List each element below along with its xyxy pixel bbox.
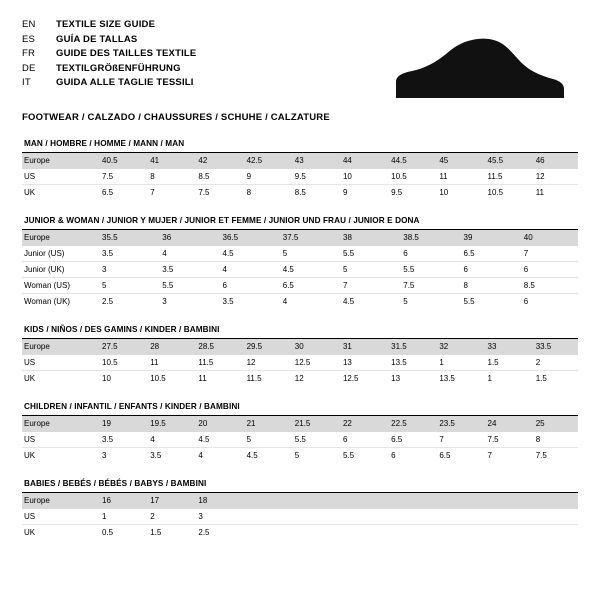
size-cell: 6 bbox=[397, 246, 457, 262]
language-row bbox=[22, 47, 196, 62]
size-cell: 8 bbox=[246, 188, 252, 197]
row-label: UK bbox=[24, 374, 36, 383]
table-row bbox=[22, 169, 578, 185]
size-cell: 11.5 bbox=[192, 355, 240, 371]
table-row bbox=[22, 294, 578, 310]
size-cell bbox=[289, 509, 337, 525]
size-cell: 6 bbox=[458, 262, 518, 278]
size-cell bbox=[530, 493, 578, 509]
language-row bbox=[22, 62, 196, 77]
size-cell: 5.5 bbox=[397, 262, 457, 278]
size-cell: 6.5 bbox=[277, 278, 337, 294]
size-cell: 39 bbox=[458, 230, 518, 246]
size-cell: 13.5 bbox=[439, 374, 455, 383]
size-cell: 10 bbox=[102, 374, 111, 383]
size-cell: 6 bbox=[523, 297, 529, 306]
size-cell: 38 bbox=[337, 230, 397, 246]
size-cell: 10.5 bbox=[385, 169, 433, 185]
header bbox=[22, 18, 578, 100]
size-cell: 11 bbox=[198, 374, 207, 383]
size-cell: 7 bbox=[518, 246, 578, 262]
row-label: Junior (UK) bbox=[22, 262, 96, 278]
size-cell: 42 bbox=[192, 153, 240, 169]
language-title: GUÍA DE TALLAS bbox=[56, 33, 138, 45]
size-cell: 11 bbox=[144, 355, 192, 371]
row-label: UK bbox=[24, 188, 36, 197]
size-cell: 3.5 bbox=[156, 262, 216, 278]
footwear-section-title: FOOTWEAR / CALZADO / CHAUSSURES / SCHUHE / CALZATURE bbox=[22, 112, 330, 123]
size-group-heading: BABIES / BEBÉS / BÉBÉS / BABYS / BAMBINI bbox=[22, 479, 578, 493]
size-cell: 1 bbox=[96, 509, 144, 525]
size-cell: 42.5 bbox=[241, 153, 289, 169]
size-cell: 3 bbox=[96, 262, 156, 278]
size-cell bbox=[337, 509, 385, 525]
size-cell: 4.5 bbox=[192, 432, 240, 448]
size-cell bbox=[530, 509, 578, 525]
language-title: GUIDE DES TAILLES TEXTILE bbox=[56, 48, 197, 59]
size-cell: 7.5 bbox=[198, 188, 210, 197]
size-cell: 4 bbox=[144, 432, 192, 448]
size-cell: 6.5 bbox=[458, 246, 518, 262]
table-row bbox=[22, 185, 578, 201]
size-cell: 43 bbox=[289, 153, 337, 169]
size-cell: 33 bbox=[482, 339, 530, 355]
size-cell: 5.5 bbox=[289, 432, 337, 448]
size-cell: 6 bbox=[518, 262, 578, 278]
row-label: US bbox=[22, 355, 96, 371]
size-cell: 12 bbox=[530, 169, 578, 185]
table-row bbox=[22, 339, 578, 355]
size-cell: 32 bbox=[433, 339, 481, 355]
size-cell: 3 bbox=[102, 451, 107, 460]
size-cell: 5.5 bbox=[463, 297, 475, 306]
size-cell: 6.5 bbox=[102, 188, 114, 197]
row-label: Europe bbox=[22, 416, 96, 432]
size-cell: 7.5 bbox=[482, 432, 530, 448]
size-cell bbox=[385, 493, 433, 509]
table-row bbox=[22, 355, 578, 371]
language-row bbox=[22, 76, 196, 91]
table-row bbox=[22, 448, 578, 464]
size-cell: 9 bbox=[241, 169, 289, 185]
size-cell bbox=[241, 493, 289, 509]
table-row bbox=[22, 416, 578, 432]
size-cell: 46 bbox=[530, 153, 578, 169]
size-cell: 2 bbox=[530, 355, 578, 371]
size-cell: 36 bbox=[156, 230, 216, 246]
size-cell: 13.5 bbox=[385, 355, 433, 371]
size-table bbox=[22, 493, 578, 540]
size-group bbox=[22, 402, 578, 463]
language-row bbox=[22, 18, 196, 33]
size-cell: 9.5 bbox=[391, 188, 403, 197]
size-cell: 10.5 bbox=[150, 374, 166, 383]
size-cell: 8.5 bbox=[192, 169, 240, 185]
language-code: ES bbox=[22, 33, 36, 45]
size-cell: 36.5 bbox=[217, 230, 277, 246]
size-cell: 7.5 bbox=[535, 451, 547, 460]
row-label: US bbox=[22, 509, 96, 525]
size-group bbox=[22, 139, 578, 200]
table-row bbox=[22, 509, 578, 525]
size-cell: 6 bbox=[217, 278, 277, 294]
size-cell bbox=[289, 493, 337, 509]
size-cell: 6.5 bbox=[385, 432, 433, 448]
size-cell: 3.5 bbox=[150, 451, 162, 460]
size-group-heading: JUNIOR & WOMAN / JUNIOR Y MUJER / JUNIOR ET FEMME / JUNIOR UND FRAU / JUNIOR E DONA bbox=[22, 216, 578, 230]
table-row bbox=[22, 525, 578, 541]
size-cell: 4 bbox=[282, 297, 288, 306]
size-cell: 4.5 bbox=[217, 246, 277, 262]
size-table bbox=[22, 339, 578, 386]
size-cell: 8 bbox=[144, 169, 192, 185]
table-row bbox=[22, 246, 578, 262]
size-cell: 6.5 bbox=[439, 451, 451, 460]
size-cell: 41 bbox=[144, 153, 192, 169]
size-cell: 5 bbox=[96, 278, 156, 294]
size-cell: 5 bbox=[294, 451, 300, 460]
row-label: Woman (UK) bbox=[24, 297, 71, 306]
language-title: GUIDA ALLE TAGLIE TESSILI bbox=[56, 77, 194, 88]
table-row bbox=[22, 153, 578, 169]
size-cell bbox=[337, 493, 385, 509]
size-cell: 3.5 bbox=[96, 246, 156, 262]
size-cell: 28 bbox=[144, 339, 192, 355]
size-cell: 7 bbox=[150, 188, 155, 197]
size-cell: 2.5 bbox=[198, 528, 210, 537]
size-cell: 20 bbox=[192, 416, 240, 432]
size-cell: 4 bbox=[198, 451, 203, 460]
size-cell: 37.5 bbox=[277, 230, 337, 246]
table-row bbox=[22, 278, 578, 294]
size-cell bbox=[433, 509, 481, 525]
size-cell bbox=[482, 525, 530, 541]
row-label: Europe bbox=[22, 230, 96, 246]
row-label: Europe bbox=[22, 493, 96, 509]
size-cell: 6 bbox=[391, 451, 396, 460]
size-cell: 29.5 bbox=[241, 339, 289, 355]
language-code: IT bbox=[22, 77, 31, 88]
size-group-heading: CHILDREN / INFANTIL / ENFANTS / KINDER / BAMBINI bbox=[22, 402, 578, 416]
size-cell: 5 bbox=[241, 432, 289, 448]
size-cell bbox=[433, 525, 481, 541]
size-cell: 13 bbox=[391, 374, 401, 383]
size-cell: 27.5 bbox=[96, 339, 144, 355]
row-label: Woman (US) bbox=[22, 278, 96, 294]
size-cell: 12 bbox=[241, 355, 289, 371]
size-cell: 11.5 bbox=[246, 374, 262, 383]
size-cell: 10 bbox=[337, 169, 385, 185]
size-group bbox=[22, 479, 578, 540]
size-cell: 8.5 bbox=[294, 188, 306, 197]
size-cell: 10.5 bbox=[487, 188, 504, 197]
size-cell: 7 bbox=[487, 451, 492, 460]
size-cell: 4 bbox=[217, 262, 277, 278]
size-cell: 21 bbox=[241, 416, 289, 432]
size-cell: 10.5 bbox=[96, 355, 144, 371]
size-cell: 5.5 bbox=[156, 278, 216, 294]
size-groups bbox=[22, 139, 578, 540]
row-label: US bbox=[22, 169, 96, 185]
table-row bbox=[22, 493, 578, 509]
size-cell: 7.5 bbox=[96, 169, 144, 185]
size-cell: 18 bbox=[192, 493, 240, 509]
size-cell: 11 bbox=[433, 169, 481, 185]
size-cell: 17 bbox=[144, 493, 192, 509]
size-cell: 0.5 bbox=[102, 528, 114, 537]
size-cell bbox=[530, 525, 578, 541]
size-cell: 3 bbox=[162, 297, 167, 306]
size-cell: 11 bbox=[535, 188, 544, 197]
size-cell: 8 bbox=[458, 278, 518, 294]
row-label: Junior (US) bbox=[22, 246, 96, 262]
table-row bbox=[22, 371, 578, 387]
size-cell bbox=[241, 509, 289, 525]
size-cell: 16 bbox=[96, 493, 144, 509]
size-cell: 4 bbox=[156, 246, 216, 262]
size-cell: 45.5 bbox=[482, 153, 530, 169]
size-cell: 5 bbox=[277, 246, 337, 262]
dress-shoe-icon bbox=[388, 32, 568, 102]
size-cell bbox=[385, 525, 433, 541]
size-cell: 3.5 bbox=[96, 432, 144, 448]
size-cell: 7.5 bbox=[397, 278, 457, 294]
size-cell: 8.5 bbox=[518, 278, 578, 294]
size-cell: 11.5 bbox=[482, 169, 530, 185]
size-cell: 7 bbox=[337, 278, 397, 294]
row-label: Europe bbox=[22, 339, 96, 355]
size-cell: 3.5 bbox=[222, 297, 234, 306]
size-cell: 40.5 bbox=[96, 153, 144, 169]
language-code: EN bbox=[22, 19, 36, 30]
size-cell: 35.5 bbox=[96, 230, 156, 246]
size-cell: 19.5 bbox=[144, 416, 192, 432]
size-cell: 21.5 bbox=[289, 416, 337, 432]
size-table bbox=[22, 153, 578, 200]
size-cell bbox=[482, 493, 530, 509]
size-cell: 24 bbox=[482, 416, 530, 432]
size-group-heading: MAN / HOMBRE / HOMME / MANN / MAN bbox=[22, 139, 578, 153]
size-group bbox=[22, 216, 578, 309]
size-cell: 31.5 bbox=[385, 339, 433, 355]
language-row bbox=[22, 33, 196, 48]
size-cell: 44 bbox=[337, 153, 385, 169]
size-cell: 5.5 bbox=[337, 246, 397, 262]
row-label: UK bbox=[24, 528, 36, 537]
size-cell: 10 bbox=[439, 188, 449, 197]
size-cell: 30 bbox=[289, 339, 337, 355]
size-cell: 4.5 bbox=[343, 297, 355, 306]
language-code: DE bbox=[22, 62, 36, 74]
size-cell: 38.5 bbox=[397, 230, 457, 246]
size-cell: 7 bbox=[433, 432, 481, 448]
size-cell bbox=[433, 493, 481, 509]
language-title: TEXTILGRÖßENFÜHRUNG bbox=[56, 62, 181, 74]
size-cell: 1 bbox=[433, 355, 481, 371]
size-cell: 23.5 bbox=[433, 416, 481, 432]
size-cell bbox=[385, 509, 433, 525]
size-cell: 31 bbox=[337, 339, 385, 355]
size-table bbox=[22, 416, 578, 463]
size-cell: 2 bbox=[144, 509, 192, 525]
size-cell: 45 bbox=[433, 153, 481, 169]
table-row bbox=[22, 230, 578, 246]
table-row bbox=[22, 432, 578, 448]
size-cell: 9.5 bbox=[289, 169, 337, 185]
size-cell: 40 bbox=[518, 230, 578, 246]
size-cell: 12.5 bbox=[342, 374, 359, 383]
row-label: UK bbox=[24, 451, 36, 460]
size-cell: 1.5 bbox=[535, 374, 547, 383]
size-cell: 5 bbox=[403, 297, 408, 306]
language-title: TEXTILE SIZE GUIDE bbox=[56, 19, 156, 30]
size-cell: 28.5 bbox=[192, 339, 240, 355]
size-cell: 4.5 bbox=[246, 451, 258, 460]
size-cell: 22.5 bbox=[385, 416, 433, 432]
row-label: Europe bbox=[22, 153, 96, 169]
size-table bbox=[22, 230, 578, 309]
size-cell: 2.5 bbox=[102, 297, 114, 306]
row-label: US bbox=[22, 432, 96, 448]
size-cell bbox=[241, 525, 289, 541]
size-cell: 33.5 bbox=[530, 339, 578, 355]
size-cell: 44.5 bbox=[385, 153, 433, 169]
size-cell bbox=[337, 525, 385, 541]
size-cell: 22 bbox=[337, 416, 385, 432]
size-group bbox=[22, 325, 578, 386]
size-cell: 1.5 bbox=[482, 355, 530, 371]
size-cell: 9 bbox=[342, 188, 348, 197]
size-cell: 4.5 bbox=[277, 262, 337, 278]
size-cell: 12 bbox=[294, 374, 304, 383]
size-cell bbox=[289, 525, 337, 541]
size-cell: 1 bbox=[487, 374, 492, 383]
size-cell: 12.5 bbox=[289, 355, 337, 371]
size-cell: 1.5 bbox=[150, 528, 162, 537]
language-titles bbox=[22, 18, 196, 91]
size-cell: 8 bbox=[530, 432, 578, 448]
size-cell: 19 bbox=[96, 416, 144, 432]
size-cell: 25 bbox=[530, 416, 578, 432]
language-code: FR bbox=[22, 48, 36, 59]
size-cell: 13 bbox=[337, 355, 385, 371]
size-group-heading: KIDS / NIÑOS / DES GAMINS / KINDER / BAMBINI bbox=[22, 325, 578, 339]
size-cell: 5 bbox=[337, 262, 397, 278]
size-cell: 5.5 bbox=[342, 451, 355, 460]
table-row bbox=[22, 262, 578, 278]
size-cell: 3 bbox=[192, 509, 240, 525]
size-cell bbox=[482, 509, 530, 525]
size-cell: 6 bbox=[337, 432, 385, 448]
